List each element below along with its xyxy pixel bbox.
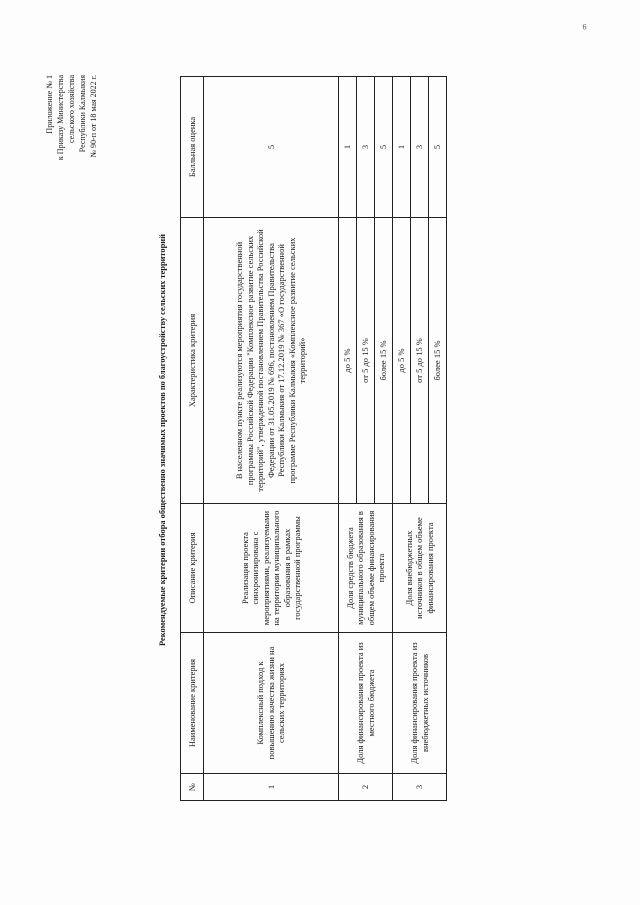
- cell-num: 1: [204, 774, 339, 801]
- cell-name-text: Доля финансирования проекта из местного бюджета: [355, 642, 376, 764]
- cell-score: 1: [339, 77, 357, 218]
- header-num: №: [181, 774, 204, 801]
- header-desc: Описание критерия: [181, 504, 204, 633]
- cell-desc-text: Реализация проекта синхронизирована с мероприятиями, реализуемыми на территории муниципального образования в рамках государственной программы: [239, 510, 302, 626]
- cell-char: от 5 до 15 %: [411, 218, 429, 504]
- cell-name-text: Комплексный подход к повышению качества жизни на сельских территориях: [255, 646, 287, 760]
- appendix-line: сельского хозяйства: [67, 75, 76, 144]
- criteria-table: [180, 76, 447, 801]
- cell-name: [204, 633, 339, 774]
- table-row: [393, 77, 411, 801]
- cell-name: [339, 633, 393, 774]
- cell-num: 2: [339, 774, 393, 801]
- cell-desc: [204, 504, 339, 633]
- appendix-line: Республики Калмыкия: [78, 75, 87, 153]
- table-header-row: [181, 77, 204, 801]
- cell-desc: [393, 504, 447, 633]
- document-title: Рекомендуемые критерии отбора общественно значимых проектов по благоустройству сельских территорий: [158, 234, 167, 646]
- cell-desc: [339, 504, 393, 633]
- cell-score: 5: [204, 77, 339, 218]
- cell-char: более 15 %: [429, 218, 447, 504]
- cell-char: до 5 %: [393, 218, 411, 504]
- appendix-line: № 90-п от 18 мая 2022 г.: [89, 75, 98, 158]
- cell-score: 3: [357, 77, 375, 218]
- page-number: 6: [582, 22, 587, 32]
- table-row: [204, 77, 339, 801]
- cell-name-text: Доля финансирования проекта из внебюджетных источников: [409, 642, 430, 764]
- cell-score: 3: [411, 77, 429, 218]
- cell-name: [393, 633, 447, 774]
- cell-char: [204, 218, 339, 504]
- appendix-line: к Приказу Министерства: [56, 75, 65, 161]
- header-name: Наименование критерия: [181, 633, 204, 774]
- appendix-line: Приложение № 1: [45, 75, 54, 134]
- cell-score: 1: [393, 77, 411, 218]
- header-score: Балльная оценка: [181, 77, 204, 218]
- cell-char: более 15 %: [375, 218, 393, 504]
- cell-char: от 5 до 15 %: [357, 218, 375, 504]
- cell-char-text: В населенном пункте реализуются мероприятия государственной программы Российской Федерации "Комплексное развитие сельских территорий", утвержденной постановлением Правительства Российской Федерации от 31.05.2019 № 696, постановлением Правительства Республики Калмыкия от 17.12.2019 № 367 «О государственной программе Республики Калмыкия «Комплексное развитие сельских территорий»: [234, 229, 308, 492]
- header-char: Характеристика критерия: [181, 218, 204, 504]
- table-row: [339, 77, 357, 801]
- cell-char: до 5 %: [339, 218, 357, 504]
- cell-num: 3: [393, 774, 447, 801]
- cell-desc-text: Доля средств бюджета муниципального образования в общем объеме финансирования проекта: [344, 510, 386, 626]
- cell-score: 5: [429, 77, 447, 218]
- cell-score: 5: [375, 77, 393, 218]
- cell-desc-text: Доля внебюджетных источников в общем объеме финансирования проекта: [403, 517, 435, 619]
- appendix-note: [44, 75, 99, 205]
